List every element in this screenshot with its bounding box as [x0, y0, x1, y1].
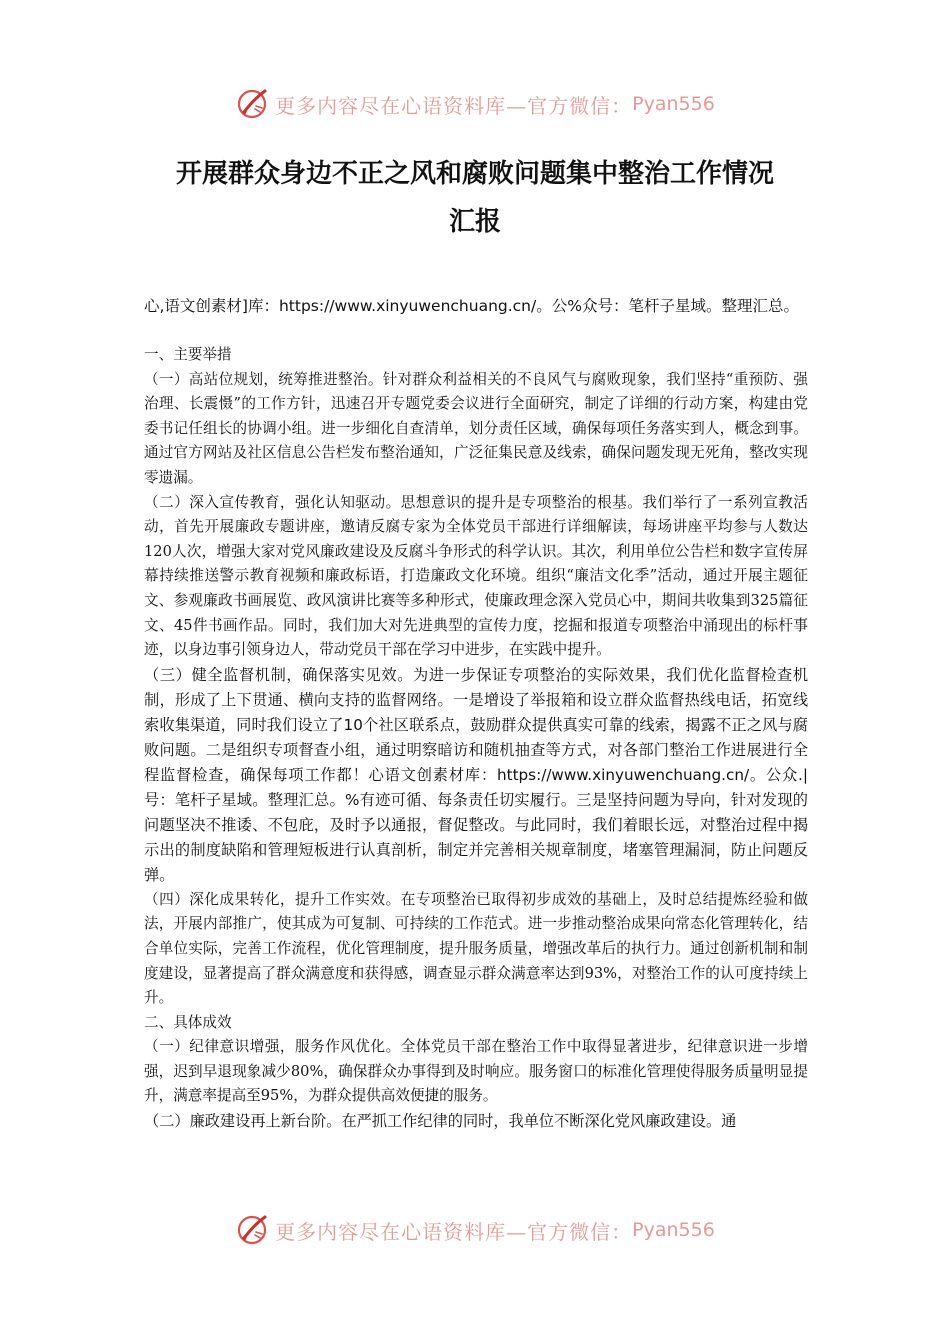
section-heading-outcomes: 二、具体成效: [144, 1013, 232, 1031]
source-note: 心,语文创素材]库：https://www.xinyuwenchuang.cn/。公%众号：笔杆子星域。整理汇总。: [144, 297, 799, 315]
paragraph-integrity: （二）廉政建设再上新台阶。在严抓工作纪律的同时，我单位不断深化党风廉政建设。通: [144, 1112, 737, 1131]
brush-logo-icon: [235, 86, 271, 122]
paragraph-planning: （一）高站位规划，统筹推进整治。针对群众利益相关的不良风气与腐败现象，我们坚持“重预防、强治理、长震慑”的工作方针，迅速召开专题党委会议进行全面研究，制定了详细的行动方案，构建由党委书记任组长的协调小组。进一步细化自查清单，划分责任区域，确保每项任务落实到人，概念到事。通过官方网站及社区信息公告栏发布整治通知，广泛征集民意及线索，确保问题发现无死角，整改实现零遗漏。: [144, 370, 808, 486]
footer-watermark-banner: [0, 1208, 950, 1252]
header-watermark-banner: [0, 82, 950, 126]
paragraph-results-transformation: （四）深化成果转化，提升工作实效。在专项整治已取得初步成效的基础上，及时总结提炼经验和做法，开展内部推广，使其成为可复制、可持续的工作范式。进一步推动整治成果向常态化管理转化，结合单位实际，完善工作流程，优化管理制度，提升服务质量，增强改革后的执行力。通过创新机制和制度建设，显著提高了群众满意度和获得感，调查显示群众满意率达到93%，对整治工作的认可度持续上升。: [144, 890, 808, 1007]
banner-wechat-id: Pyan556: [632, 1219, 715, 1241]
title-line-1: 开展群众身边不正之风和腐败问题集中整治工作情况: [175, 159, 774, 189]
paragraph-supervision: （三）健全监督机制，确保落实见效。为进一步保证专项整治的实际效果，我们优化监督检查机制，形成了上下贯通、横向支持的监督网络。一是增设了举报箱和设立群众监督热线电话，拓宽线索收集渠道，同时我们设立了10个社区联系点，鼓励群众提供真实可靠的线索，揭露不正之风与腐败问题。二是组织专项督查小组，通过明察暗访和随机抽查等方式，对各部门整治工作进展进行全程监督检查，确保每项工作都！心语文创素材库：https://www.xinyuwenchuang.cn/。公众.|号：笔杆子星域。整理汇总。%有迹可循、每条责任切实履行。三是坚持问题为导向，针对发现的问题坚决不推诿、不包庇，及时予以通报，督促整改。与此同时，我们着眼长远，对整治过程中揭示出的制度缺陷和管理短板进行认真剖析，制定并完善相关规章制度，堵塞管理漏洞，防止问题反弹。: [144, 665, 808, 884]
banner-text: 更多内容尽在心语资料库—官方微信：: [275, 93, 633, 118]
title-line-2: 汇报: [448, 207, 501, 237]
document-title: [100, 150, 850, 246]
brush-logo-icon: [235, 1212, 271, 1248]
banner-text: 更多内容尽在心语资料库—官方微信：: [275, 1219, 633, 1244]
document-body: [144, 294, 808, 1134]
paragraph-discipline: （一）纪律意识增强，服务作风优化。全体党员干部在整治工作中取得显著进步，纪律意识进一步增强，迟到早退现象减少80%，确保群众办事得到及时响应。服务窗口的标准化管理使得服务质量明显提升，满意率提高至95%，为群众提供高效便捷的服务。: [144, 1038, 808, 1105]
paragraph-education: （二）深入宣传教育，强化认知驱动。思想意识的提升是专项整治的根基。我们举行了一系列宣教活动，首先开展廉政专题讲座，邀请反腐专家为全体党员干部进行详细解读，每场讲座平均参与人数达120人次，增强大家对党风廉政建设及反腐斗争形式的科学认识。其次，利用单位公告栏和数字宣传屏幕持续推送警示教育视频和廉政标语，打造廉政文化环境。组织“廉洁文化季”活动，通过开展主题征文、参观廉政书画展览、政风演讲比赛等多种形式，使廉政理念深入党员心中，期间共收集到325篇征文、45件书画作品。同时，我们加大对先进典型的宣传力度，挖掘和报道专项整治中涌现出的标杆事迹，以身边事引领身边人，带动党员干部在学习中进步，在实践中提升。: [144, 493, 808, 659]
section-heading-measures: 一、主要举措: [144, 346, 232, 363]
banner-wechat-id: Pyan556: [632, 93, 715, 115]
